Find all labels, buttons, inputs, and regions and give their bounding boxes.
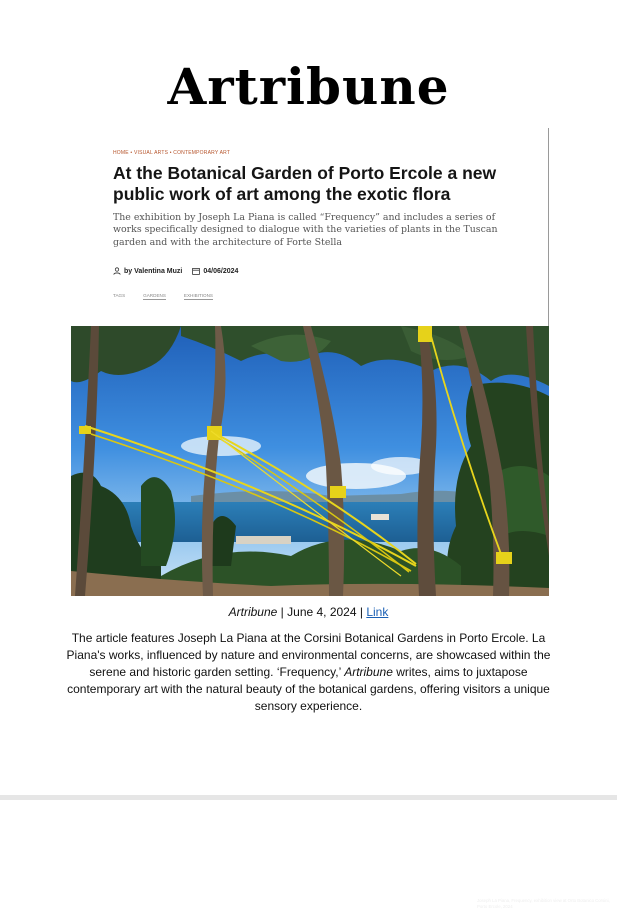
summary-text: The article features Joseph La Piana at the Corsini Botanical Gardens in Porto Ercole. La Piana's works, influenced by nature and environmental concerns, are showcased within the serene and historic garden setting. ‘Frequency,’ bbox=[66, 631, 551, 679]
article-author[interactable]: by Valentina Muzi bbox=[124, 267, 183, 275]
summary-publication: Artribune bbox=[344, 665, 393, 679]
breadcrumb-contemporary-art[interactable]: CONTEMPORARY ART bbox=[173, 150, 231, 156]
source-link[interactable]: Link bbox=[366, 605, 389, 619]
user-icon bbox=[113, 267, 121, 275]
summary-text-end: writes, aims to juxtapose contemporary art with the natural beauty of the botanical gardens, offering visitors a unique sensory experience. bbox=[67, 665, 550, 713]
breadcrumb-separator: • bbox=[130, 150, 133, 156]
article-title: At the Botanical Garden of Porto Ercole a new public work of art among the exotic flora bbox=[113, 163, 497, 204]
breadcrumb-home[interactable]: HOME bbox=[113, 150, 129, 156]
breadcrumb-separator: • bbox=[169, 150, 172, 156]
article-meta bbox=[113, 267, 238, 275]
breadcrumb bbox=[113, 150, 230, 156]
tags-label: TAGS bbox=[113, 293, 126, 298]
source-separator: | bbox=[277, 605, 288, 619]
summary-paragraph bbox=[66, 630, 551, 715]
photo-caption: Joseph La Piana, Frequency, exhibition view at Orto Botanico Corsini, Porto Ercole, 2024 bbox=[477, 898, 610, 909]
card-border bbox=[548, 128, 549, 326]
article-tags bbox=[113, 293, 231, 300]
page-bottom-bar bbox=[0, 795, 617, 800]
source-separator: | bbox=[356, 605, 367, 619]
source-publication: Artribune bbox=[228, 605, 278, 619]
calendar-icon bbox=[192, 267, 200, 275]
breadcrumb-visual-arts[interactable]: VISUAL ARTS bbox=[133, 150, 169, 156]
source-line bbox=[0, 605, 617, 619]
article-date: 04/06/2024 bbox=[203, 267, 239, 275]
tag-gardens[interactable]: GARDENS bbox=[143, 293, 166, 298]
source-date: June 4, 2024 bbox=[287, 605, 357, 619]
tag-exhibitions[interactable]: EXHIBITIONS bbox=[183, 293, 213, 298]
article-subtitle: The exhibition by Joseph La Piana is called “Frequency” and includes a series of works specifically designed to dialogue with the varieties of plants in the Tuscan garden and with the architecture of Forte Stella bbox=[113, 212, 498, 248]
artribune-logo: Artribune bbox=[167, 57, 450, 116]
